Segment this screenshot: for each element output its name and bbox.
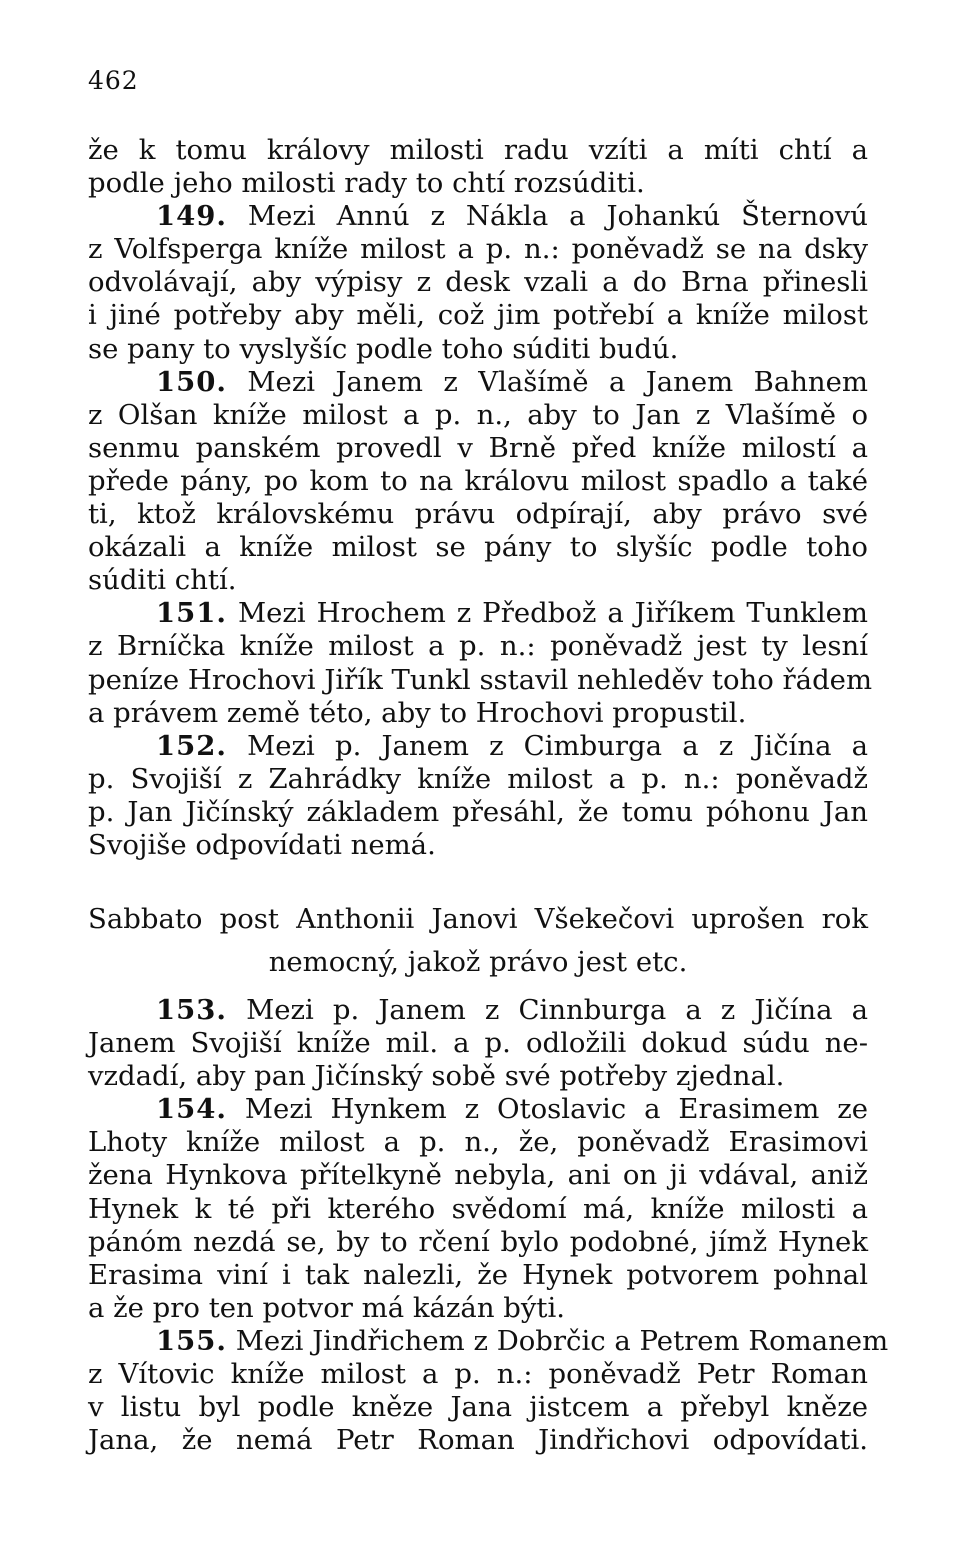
text-line (88, 1292, 868, 1325)
entry-number: 151. (156, 597, 227, 630)
text-line (88, 597, 868, 630)
entry-number: 149. (156, 200, 227, 233)
line-text: se pany to vyslyšíc podle toho súditi budú. (88, 332, 679, 365)
entry-number: 150. (156, 365, 227, 398)
line-text: i jiné potřeby aby měli, což jim potřebí a kníže milost (88, 299, 868, 332)
text-line (88, 1259, 868, 1292)
text-line (88, 1093, 868, 1126)
heading-line-1: Sabbato post Anthonii Janovi Všekečovi uprošen rok (88, 903, 868, 935)
line-text: vzdadí, aby pan Jičínský sobě své potřeby zjednal. (88, 1060, 785, 1093)
text-line (88, 299, 868, 332)
text-line (88, 1159, 868, 1192)
line-text: že k tomu královy milosti radu vzíti a míti chtí a (88, 134, 868, 166)
line-text: p. Svojiší z Zahrádky kníže milost a p. n.: poněvadž (88, 762, 868, 795)
line-text: Mezi p. Janem z Cimburga a z Jičína a (247, 729, 868, 762)
line-text: z Olšan kníže milost a p. n., aby to Jan z Vlašímě o (88, 398, 868, 431)
line-text: Svojiše odpovídati nemá. (88, 828, 436, 861)
text-line (88, 1060, 868, 1093)
line-text: peníze Hrochovi Jiřík Tunkl sstavil nehleděv toho řádem (88, 663, 873, 696)
text-line (88, 399, 868, 432)
line-text: Mezi Janem z Vlašímě a Janem Bahnem (247, 365, 868, 398)
line-text: v listu byl podle kněze Jana jistcem a přebyl kněze (88, 1391, 868, 1424)
text-line (88, 167, 868, 200)
text-block-a (88, 134, 873, 862)
line-text: podle jeho milosti rady to chtí rozsúditi. (88, 167, 645, 200)
line-text: Jana, že nemá Petr Roman Jindřichovi odpovídati. (88, 1424, 868, 1457)
text-line (88, 233, 868, 266)
text-line (88, 531, 868, 564)
text-line (88, 498, 868, 531)
text-line (88, 564, 868, 597)
text-line (88, 1324, 889, 1358)
text-line (88, 829, 868, 862)
text-line (88, 1424, 868, 1457)
text-line (88, 1391, 868, 1424)
line-text: ti, ktož královskému právu odpírají, aby právo své (88, 498, 868, 531)
text-line (88, 697, 868, 730)
line-text: z Volfsperga kníže milost a p. n.: poněvadž se na dsky (88, 233, 868, 266)
line-text: Hynek k té při kterého svědomí má, kníže milosti a (88, 1192, 868, 1225)
text-line (88, 796, 868, 829)
heading-line-2: nemocný, jakož právo jest etc. (268, 946, 688, 978)
entry-number: 152. (156, 729, 227, 762)
line-text: Erasima viní i tak nalezli, že Hynek potvorem pohnal (88, 1258, 868, 1291)
entry-number: 154. (156, 1093, 227, 1126)
text-line (88, 1358, 868, 1391)
text-line (88, 1027, 868, 1060)
section-heading (88, 898, 868, 984)
line-text: Mezi Hrochem z Předbož a Jiříkem Tunklem (237, 597, 868, 630)
line-text: Lhoty kníže milost a p. n., že, poněvadž Erasimovi (88, 1126, 868, 1159)
page-number: 462 (88, 66, 139, 95)
line-text: odvolávají, aby výpisy z desk vzali a do Brna přinesli (88, 266, 868, 299)
line-text: a právem země této, aby to Hrochovi propustil. (88, 696, 747, 729)
line-text: pánóm nezdá se, by to rčení bylo podobné, jímž Hynek (88, 1225, 868, 1258)
line-text: okázali a kníže milost se pány to slyšíc podle toho (88, 531, 868, 564)
line-text: z Vítovic kníže milost a p. n.: poněvadž Petr Roman (88, 1358, 868, 1391)
text-line (88, 366, 868, 399)
text-block-b (88, 994, 889, 1457)
line-text: žena Hynkova přítelkyně nebyla, ani on ji vdával, aniž (88, 1159, 868, 1192)
line-text: z Brníčka kníže milost a p. n.: poněvadž jest ty lesní (88, 630, 868, 663)
text-line (88, 266, 868, 299)
entry-number: 153. (156, 994, 227, 1026)
text-line (88, 432, 868, 465)
line-text: Mezi p. Janem z Cinnburga a z Jičína a (246, 994, 868, 1026)
text-line (88, 134, 868, 167)
line-text: přede pány, po kom to na královu milost spadlo a také (88, 464, 868, 497)
line-text: p. Jan Jičínský základem přesáhl, že tomu póhonu Jan (88, 795, 868, 828)
text-line (88, 465, 868, 498)
line-text: Mezi Annú z Nákla a Johankú Šternovú (247, 200, 868, 233)
entry-number: 155. (156, 1324, 227, 1357)
text-line (88, 333, 868, 366)
text-line (88, 730, 868, 763)
text-line (88, 630, 868, 663)
text-line (88, 663, 873, 697)
line-text: Mezi Hynkem z Otoslavic a Erasimem ze (244, 1093, 868, 1126)
line-text: súditi chtí. (88, 564, 237, 597)
text-line (88, 1226, 868, 1259)
text-line (88, 1126, 868, 1159)
text-line (88, 1193, 868, 1226)
line-text: Mezi Jindřichem z Dobrčic a Petrem Romanem (235, 1324, 889, 1357)
text-line (88, 994, 868, 1027)
line-text: Janem Svojiší kníže mil. a p. odložili dokud súdu ne- (88, 1027, 868, 1060)
line-text: a že pro ten potvor má kázán býti. (88, 1291, 565, 1324)
line-text: senmu panském provedl v Brně před kníže milostí a (88, 431, 868, 464)
text-line (88, 763, 868, 796)
text-line (88, 200, 868, 233)
